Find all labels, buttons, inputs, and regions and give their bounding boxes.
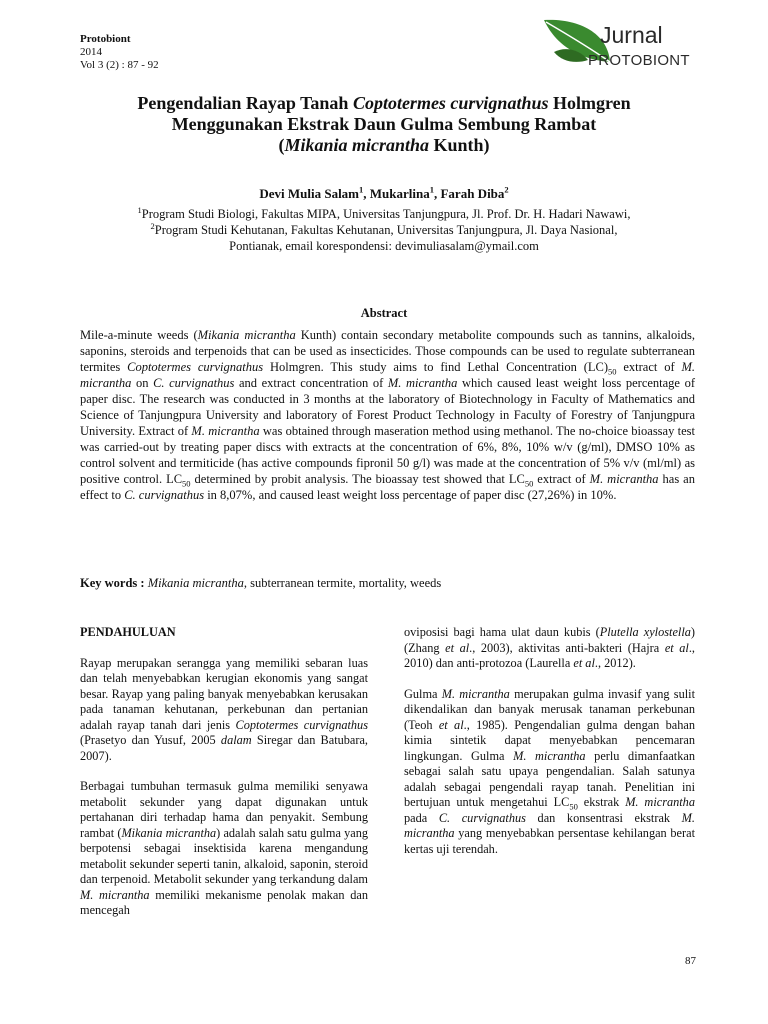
abstract-text: extract of: [616, 360, 682, 374]
paragraph: [80, 656, 368, 765]
author-name: Devi Mulia Salam: [259, 186, 360, 201]
keywords: [80, 576, 695, 591]
abstract-text: on: [131, 376, 154, 390]
affil-mark: 1: [137, 204, 142, 215]
title-text: Kunth): [429, 135, 490, 155]
species-name: Mikania micrantha: [147, 576, 244, 590]
body-text: dan konsentrasi ekstrak: [525, 810, 682, 825]
right-column: [404, 625, 695, 872]
body-text: ., 2003), aktivitas anti-bakteri (Hajra: [469, 640, 665, 655]
title-text: Pengendalian Rayap Tanah: [137, 93, 353, 113]
abstract-text: has an effect to: [80, 472, 695, 502]
species-name: M. micrantha: [191, 424, 260, 438]
author-affil-mark: 1: [359, 184, 364, 195]
species-name: M. micrantha: [589, 472, 659, 486]
abstract-text: which caused least weight loss percentage of paper disc. The research was conducted in 3 months at the laboratory of Biotechnology in Faculty of Mathematics and Science of Tanjungpura University and laboratory of Forest Product Technology in Faculty of Forestry of Tanjungpura University. Extract of: [80, 376, 695, 438]
paragraph: [80, 779, 368, 919]
body-text: perlu dimanfaatkan sebagai salah satu upaya pengendalian. Salah satunya adalah sebagai pengendali rayap tanah. Penelitian ini bertujuan untuk mengetahui LC: [404, 748, 695, 809]
logo-top-text: Jurnal: [600, 22, 663, 48]
body-text: Siregar dan Batubara, 2007).: [80, 733, 368, 763]
species-name: M. micrantha: [513, 748, 586, 763]
species-name: Mikania micrantha: [121, 825, 217, 840]
abstract-text: and extract concentration of: [234, 376, 388, 390]
abstract-text: Kunth) contain secondary metabolite compounds such as tannins, alkaloids, saponins, steroids and terpenoids that can be used as insecticides. Those compounds can be used to regulate subterranean termites: [80, 328, 695, 374]
species-name: C. curvignathus: [438, 810, 526, 825]
species-name: C. curvignathus: [153, 376, 235, 390]
body-text: ., 1985). Pengendalian gulma dengan bahan kimia sintetik dapat menyebabkan pencemaran lingkungan. Gulma: [404, 717, 696, 763]
title-line-2: Menggunakan Ekstrak Daun Gulma Sembung Rambat: [171, 114, 597, 134]
body-text: Berbagai tumbuhan termasuk gulma memiliki senyawa metabolit sekunder yang dapat digunakan untuk pertahanan diri terhadap hama dan penyakit. Sembung rambat (: [80, 779, 368, 840]
species-name: C. curvignathus: [124, 488, 205, 502]
title-species: Coptotermes curvignathus: [352, 93, 549, 113]
journal-volume: Vol 3 (2) : 87 - 92: [80, 59, 159, 71]
species-name: M. micrantha: [80, 887, 150, 902]
author-affil-mark: 2: [504, 184, 509, 195]
abstract-text: extract of: [533, 472, 590, 486]
author-name: , Mukarlina: [363, 186, 430, 201]
subscript: 50: [182, 478, 191, 489]
paragraph: [404, 625, 695, 672]
body-text: pada: [404, 810, 439, 825]
body-text: oviposisi bagi hama ulat daun kubis (: [404, 625, 600, 639]
journal-protobiont-logo: [540, 16, 716, 80]
subscript: 50: [569, 801, 578, 812]
author-affil-mark: 1: [429, 184, 434, 195]
body-text: yang menyebabkan persentase kehilangan berat kertas uji terendah.: [404, 826, 695, 856]
body-text: ) adalah salah satu gulma yang berpotensi sebagai insektisida karena mengandung metabolit sekunder seperti tanin, alkaloid, saponin, steroid dan terpenoid. Metabolit sekunder yang terkandung dalam: [80, 825, 368, 886]
italic-text: et al: [438, 717, 464, 732]
title-species: Mikania micrantha: [284, 135, 429, 155]
abstract-heading: Abstract: [360, 306, 408, 320]
body-text: ekstrak: [577, 795, 626, 809]
abstract-text: in 8,07%, and caused least weight loss percentage of paper disc (27,26%) in 10%.: [204, 488, 617, 502]
logo-bottom-text: PROTOBIONT: [588, 52, 690, 69]
abstract-text: Mile-a-minute weeds (: [80, 328, 198, 342]
affil-text: Program Studi Biologi, Fakultas MIPA, Universitas Tanjungpura, Jl. Prof. Dr. H. Hadari Nawawi,: [141, 207, 631, 221]
species-name: M. micrantha: [80, 360, 695, 390]
body-text: Gulma: [404, 686, 442, 701]
subscript: 50: [524, 478, 534, 489]
body-text: memiliki mekanisme penolak makan dan mencegah: [80, 887, 368, 917]
journal-year: 2014: [80, 46, 102, 58]
species-name: M. micrantha: [404, 810, 695, 840]
affiliation-3: Pontianak, email korespondensi: devimuliasalam@ymail.com: [229, 239, 539, 253]
body-text: merupakan gulma invasif yang sulit dikendalikan dan banyak merusak tanaman perkebunan (Teoh: [404, 686, 695, 732]
page-number: 87: [685, 955, 696, 967]
title-text: (: [278, 135, 285, 155]
abstract-text: was obtained through maseration method using methanol. The no-choice bioassay test was carried-out by treating paper discs with extracts at the concentration of 6%, 8%, 10% w/v (g/ml), DMSO 10% as control solvent and termiticide (has active compounds fipronil 50 g/l) was made at the concentration of 5% v/v (ml/ml) as positive control. LC: [80, 424, 695, 486]
affil-text: Program Studi Kehutanan, Fakultas Kehutanan, Universitas Tanjungpura, Jl. Daya Nasional,: [154, 223, 618, 237]
keywords-label: Key words :: [80, 576, 148, 590]
body-text: Rayap merupakan serangga yang memiliki sebaran luas dan telah menyebabkan kerugian ekonomis yang sangat besar. Rayap yang paling banyak menyebabkan kerusakan pada tanaman kehutanan, perkebunan dan pertanian adalah rayap tanah dari jenis: [80, 655, 368, 732]
title-text: Holmgren: [548, 93, 631, 113]
body-text: (Prasetyo dan Yusuf, 2005: [80, 733, 221, 747]
abstract-text: determined by probit analysis. The bioassay test showed that LC: [190, 472, 525, 486]
italic-text: dalam: [220, 733, 252, 747]
abstract-body: [80, 327, 695, 503]
italic-text: et al: [664, 640, 689, 655]
paper-title: [60, 93, 708, 156]
affil-mark: 2: [150, 220, 155, 231]
species-name: Coptotermes curvignathus: [235, 717, 368, 732]
paragraph: [404, 687, 695, 858]
body-text: ., 2010) dan anti-protozoa (Laurella: [404, 640, 696, 670]
author-name: , Farah Diba: [433, 186, 505, 201]
species-name: M. micrantha: [441, 686, 510, 701]
species-name: Mikania micrantha: [197, 328, 296, 342]
affiliations: [60, 206, 708, 254]
keywords-text: , subterranean termite, mortality, weeds: [243, 576, 442, 590]
left-column: [80, 625, 368, 934]
species-name: Plutella xylostella: [599, 625, 691, 639]
affiliation-2: [60, 222, 708, 238]
subscript: 50: [608, 366, 617, 377]
section-heading: PENDAHULUAN: [80, 625, 176, 639]
journal-meta: [80, 33, 159, 72]
abstract-text: Holmgren. This study aims to find Lethal Concentration (LC): [263, 360, 609, 374]
affiliation-1: [60, 206, 708, 222]
body-text: ., 2012).: [594, 656, 636, 670]
species-name: M. micrantha: [387, 376, 458, 390]
body-text: ) (Zhang: [404, 625, 695, 655]
italic-text: et al: [445, 640, 470, 655]
species-name: Coptotermes curvignathus: [127, 360, 264, 374]
species-name: M. micrantha: [625, 795, 695, 809]
italic-text: et al: [573, 656, 595, 670]
authors: [60, 186, 708, 202]
journal-name: Protobiont: [80, 33, 131, 45]
